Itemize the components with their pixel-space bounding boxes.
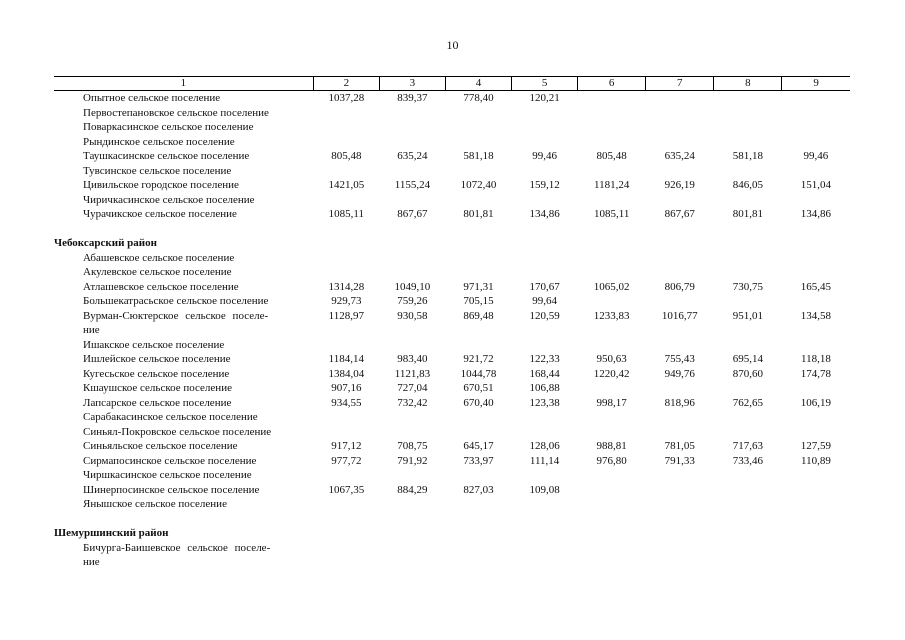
value-cell-col-9 <box>782 164 850 179</box>
header-row <box>54 77 850 91</box>
value-cell-col-6 <box>578 468 646 483</box>
value-cell-col-4: 705,15 <box>463 295 494 307</box>
column-header-5: 5 <box>512 77 578 91</box>
value-cell-col-6 <box>578 497 646 512</box>
value-cell-col-6: 988,81 <box>596 440 627 452</box>
value-cell-col-2: 1067,35 <box>328 483 365 496</box>
settlement-name: Цивильское городское поселение <box>83 179 239 191</box>
value-cell-col-6 <box>578 381 646 396</box>
value-cell-col-9 <box>782 410 850 425</box>
value-cell-col-7: 1016,77 <box>661 309 698 322</box>
value-cell-col-3 <box>379 164 445 179</box>
value-cell-col-3: 930,58 <box>397 309 428 322</box>
value-cell-col-8 <box>714 193 782 208</box>
value-cell-col-5 <box>512 120 578 135</box>
value-cell-col-5 <box>512 468 578 483</box>
value-cell-col-4: 645,17 <box>463 440 494 452</box>
value-cell-col-4 <box>445 120 511 135</box>
value-cell-col-4: 921,72 <box>463 353 494 365</box>
value-cell-col-2: 917,12 <box>331 440 362 452</box>
value-cell-col-3: 635,24 <box>397 150 428 162</box>
value-cell-col-3: 727,04 <box>397 382 428 394</box>
value-cell-col-8 <box>714 251 782 266</box>
value-cell-col-6: 1233,83 <box>593 309 630 322</box>
value-cell-col-3: 708,75 <box>397 440 428 452</box>
spacer-row <box>54 222 850 237</box>
value-cell-col-8: 870,60 <box>732 367 763 380</box>
value-cell-col-4: 801,81 <box>463 208 494 220</box>
column-header-8: 8 <box>714 77 782 91</box>
value-cell-col-9 <box>782 294 850 309</box>
value-cell-col-2 <box>313 106 379 121</box>
value-cell-col-8 <box>714 135 782 150</box>
value-cell-col-8: 762,65 <box>732 396 763 409</box>
settlement-name-line-1: Бичурга-Баишевское сельское поселе- <box>83 541 271 554</box>
settlement-name: Лапсарское сельское поселение <box>83 396 232 409</box>
value-cell-col-4: 971,31 <box>463 280 494 293</box>
value-cell-col-8 <box>714 410 782 425</box>
settlement-name: Сарабакасинское сельское поселение <box>83 411 258 423</box>
data-table-wrapper <box>54 76 850 570</box>
value-cell-col-5: 106,88 <box>529 382 560 394</box>
settlement-name: Рындинское сельское поселение <box>83 135 235 148</box>
value-cell-col-3 <box>379 120 445 135</box>
table-row <box>54 483 850 498</box>
table-row <box>54 541 850 570</box>
value-cell-col-6 <box>578 91 646 106</box>
value-cell-col-3: 1121,83 <box>394 367 431 380</box>
column-header-1: 1 <box>54 77 313 91</box>
value-cell-col-4: 581,18 <box>463 150 494 162</box>
table-row <box>54 425 850 440</box>
table-body <box>54 91 850 570</box>
value-cell-col-3: 983,40 <box>397 353 428 365</box>
table-header <box>54 77 850 91</box>
value-cell-col-3 <box>379 541 445 570</box>
value-cell-col-5: 99,46 <box>532 150 557 162</box>
value-cell-col-5: 168,44 <box>529 367 560 380</box>
value-cell-col-3: 839,37 <box>397 92 428 104</box>
value-cell-col-8 <box>714 120 782 135</box>
settlement-name-line-1: Вурман-Сюктерское сельское поселе- <box>83 309 269 322</box>
value-cell-col-4 <box>445 251 511 266</box>
value-cell-col-7 <box>646 164 714 179</box>
value-cell-col-5 <box>512 193 578 208</box>
value-cell-col-3 <box>379 425 445 440</box>
value-cell-col-5: 99,64 <box>532 295 557 307</box>
value-cell-col-8 <box>714 91 782 106</box>
settlement-name: Опытное сельское поселение <box>83 92 221 104</box>
settlement-name: Чиричкасинское сельское поселение <box>83 193 255 206</box>
table-row <box>54 251 850 266</box>
value-cell-col-8: 717,63 <box>732 440 763 452</box>
value-cell-col-5: 122,33 <box>529 353 560 365</box>
value-cell-col-5 <box>512 135 578 150</box>
value-cell-col-6 <box>578 193 646 208</box>
value-cell-col-3 <box>379 338 445 353</box>
settlement-name: Синьял-Покровское сельское поселение <box>83 425 272 438</box>
value-cell-col-3: 759,26 <box>397 295 428 307</box>
value-cell-col-6: 1220,42 <box>593 367 630 380</box>
value-cell-col-7: 949,76 <box>664 367 695 380</box>
value-cell-col-6 <box>578 164 646 179</box>
spacer-cell <box>54 222 850 237</box>
value-cell-col-4: 778,40 <box>463 92 494 104</box>
value-cell-col-2 <box>313 193 379 208</box>
value-cell-col-4 <box>445 265 511 280</box>
value-cell-col-4: 733,97 <box>463 454 494 467</box>
settlement-name <box>54 541 313 570</box>
value-cell-col-5: 159,12 <box>529 179 560 191</box>
value-cell-col-7: 781,05 <box>664 440 695 452</box>
value-cell-col-6 <box>578 483 646 498</box>
value-cell-col-2 <box>313 251 379 266</box>
value-cell-col-9 <box>782 381 850 396</box>
value-cell-col-6: 1085,11 <box>593 208 630 220</box>
value-cell-col-7 <box>646 483 714 498</box>
value-cell-col-9: 174,78 <box>800 367 832 380</box>
value-cell-col-3 <box>379 106 445 121</box>
value-cell-col-5 <box>512 425 578 440</box>
value-cell-col-8 <box>714 425 782 440</box>
value-cell-col-6 <box>578 120 646 135</box>
table-row <box>54 294 850 309</box>
table-row <box>54 381 850 396</box>
value-cell-col-9: 127,59 <box>800 440 832 452</box>
table-row <box>54 106 850 121</box>
value-cell-col-8 <box>714 497 782 512</box>
value-cell-col-7: 926,19 <box>664 179 695 191</box>
value-cell-col-7: 755,43 <box>664 353 695 365</box>
column-header-4: 4 <box>445 77 511 91</box>
column-header-2: 2 <box>313 77 379 91</box>
value-cell-col-5 <box>512 106 578 121</box>
value-cell-col-9: 134,86 <box>800 208 832 220</box>
settlement-name: Ишакское сельское поселение <box>83 338 225 351</box>
value-cell-col-2: 805,48 <box>331 150 362 162</box>
value-cell-col-8 <box>714 294 782 309</box>
value-cell-col-6: 1181,24 <box>593 179 630 191</box>
value-cell-col-7 <box>646 265 714 280</box>
table-row <box>54 309 850 338</box>
value-cell-col-6 <box>578 338 646 353</box>
settlement-name: Кшаушское сельское поселение <box>83 382 232 394</box>
data-table <box>54 76 850 570</box>
value-cell-col-3: 791,92 <box>397 454 428 467</box>
settlement-name: Атлашевское сельское поселение <box>83 280 239 293</box>
value-cell-col-7: 635,24 <box>664 150 695 162</box>
value-cell-col-6 <box>578 425 646 440</box>
value-cell-col-3 <box>379 410 445 425</box>
value-cell-col-2: 1128,97 <box>328 309 365 322</box>
value-cell-col-2: 1384,04 <box>328 367 365 380</box>
value-cell-col-7: 818,96 <box>664 396 695 409</box>
value-cell-col-5: 123,38 <box>529 396 560 409</box>
value-cell-col-4: 1044,78 <box>460 367 497 380</box>
value-cell-col-4: 1072,40 <box>460 179 497 191</box>
page-number: 10 <box>446 38 459 52</box>
settlement-name: Поваркасинское сельское поселение <box>83 121 254 133</box>
column-header-7: 7 <box>646 77 714 91</box>
table-row <box>54 149 850 164</box>
value-cell-col-5 <box>512 410 578 425</box>
value-cell-col-9 <box>782 425 850 440</box>
value-cell-col-2: 929,73 <box>331 295 362 307</box>
settlement-name-line-2: ние <box>83 556 100 568</box>
table-row <box>54 367 850 382</box>
value-cell-col-5 <box>512 265 578 280</box>
value-cell-col-6 <box>578 106 646 121</box>
value-cell-col-7 <box>646 541 714 570</box>
value-cell-col-9: 118,18 <box>801 353 831 365</box>
value-cell-col-5 <box>512 251 578 266</box>
value-cell-col-6: 805,48 <box>596 150 627 162</box>
value-cell-col-8 <box>714 541 782 570</box>
value-cell-col-6: 976,80 <box>596 454 627 467</box>
value-cell-col-3: 884,29 <box>397 483 428 496</box>
value-cell-col-8: 846,05 <box>732 179 763 191</box>
value-cell-col-8 <box>714 265 782 280</box>
value-cell-col-9 <box>782 338 850 353</box>
district-name: Чебоксарский район <box>54 237 157 249</box>
value-cell-col-4 <box>445 193 511 208</box>
value-cell-col-3 <box>379 497 445 512</box>
value-cell-col-7 <box>646 425 714 440</box>
value-cell-col-7 <box>646 251 714 266</box>
value-cell-col-4 <box>445 468 511 483</box>
settlement-name: Большекатрасьское сельское поселение <box>83 295 269 307</box>
table-row <box>54 91 850 106</box>
value-cell-col-7 <box>646 381 714 396</box>
value-cell-col-8 <box>714 338 782 353</box>
value-cell-col-8 <box>714 106 782 121</box>
table-row <box>54 352 850 367</box>
settlement-name: Тувсинское сельское поселение <box>83 164 232 177</box>
value-cell-col-2 <box>313 425 379 440</box>
column-header-9: 9 <box>782 77 850 91</box>
value-cell-col-8: 801,81 <box>732 208 763 220</box>
value-cell-col-3 <box>379 265 445 280</box>
value-cell-col-6 <box>578 294 646 309</box>
value-cell-col-3: 867,67 <box>397 208 428 220</box>
value-cell-col-8: 730,75 <box>732 280 763 293</box>
settlement-name: Синьяльское сельское поселение <box>83 440 238 452</box>
table-row <box>54 396 850 411</box>
settlement-name: Янышское сельское поселение <box>83 498 227 510</box>
value-cell-col-8 <box>714 164 782 179</box>
value-cell-col-4 <box>445 135 511 150</box>
value-cell-col-8: 581,18 <box>732 150 763 162</box>
value-cell-col-2 <box>313 265 379 280</box>
value-cell-col-9 <box>782 541 850 570</box>
value-cell-col-2 <box>313 497 379 512</box>
value-cell-col-8: 951,01 <box>732 309 763 322</box>
value-cell-col-7 <box>646 294 714 309</box>
table-row <box>54 468 850 483</box>
settlement-name: Таушкасинское сельское поселение <box>83 150 250 162</box>
value-cell-col-6 <box>578 135 646 150</box>
value-cell-col-9 <box>782 135 850 150</box>
district-header-row <box>54 526 850 541</box>
table-row <box>54 280 850 295</box>
value-cell-col-7 <box>646 106 714 121</box>
value-cell-col-6 <box>578 541 646 570</box>
value-cell-col-9 <box>782 91 850 106</box>
value-cell-col-7 <box>646 338 714 353</box>
value-cell-col-5 <box>512 497 578 512</box>
value-cell-col-5: 111,14 <box>529 454 560 467</box>
value-cell-col-4 <box>445 410 511 425</box>
spacer-row <box>54 512 850 527</box>
value-cell-col-4 <box>445 425 511 440</box>
settlement-name <box>54 309 313 338</box>
settlement-name: Шинерпосинское сельское поселение <box>83 483 260 496</box>
value-cell-col-9 <box>782 468 850 483</box>
table-row <box>54 439 850 454</box>
value-cell-col-4 <box>445 164 511 179</box>
value-cell-col-8: 695,14 <box>732 353 763 365</box>
value-cell-col-3 <box>379 193 445 208</box>
settlement-name: Чиршкасинское сельское поселение <box>83 469 252 481</box>
value-cell-col-8 <box>714 381 782 396</box>
value-cell-col-2 <box>313 164 379 179</box>
value-cell-col-9: 165,45 <box>800 280 832 293</box>
table-row <box>54 410 850 425</box>
value-cell-col-9: 151,04 <box>800 179 832 191</box>
value-cell-col-7 <box>646 120 714 135</box>
value-cell-col-8: 733,46 <box>732 454 763 467</box>
settlement-name: Сирмапосинское сельское поселение <box>83 454 257 467</box>
settlement-name: Ишлейское сельское поселение <box>83 353 231 365</box>
table-row <box>54 338 850 353</box>
value-cell-col-6: 1065,02 <box>593 280 630 293</box>
value-cell-col-2 <box>313 135 379 150</box>
value-cell-col-3: 1049,10 <box>394 280 431 293</box>
value-cell-col-5: 134,86 <box>529 208 560 220</box>
value-cell-col-8 <box>714 468 782 483</box>
value-cell-col-3 <box>379 251 445 266</box>
column-header-6: 6 <box>578 77 646 91</box>
table-row <box>54 120 850 135</box>
value-cell-col-9 <box>782 251 850 266</box>
value-cell-col-9 <box>782 265 850 280</box>
table-row <box>54 265 850 280</box>
value-cell-col-2 <box>313 410 379 425</box>
value-cell-col-4 <box>445 338 511 353</box>
value-cell-col-7 <box>646 497 714 512</box>
value-cell-col-7 <box>646 468 714 483</box>
value-cell-col-6: 998,17 <box>596 396 627 409</box>
value-cell-col-2: 1085,11 <box>328 208 365 220</box>
table-row <box>54 178 850 193</box>
value-cell-col-5: 109,08 <box>529 483 560 496</box>
settlement-name: Абашевское сельское поселение <box>83 251 235 264</box>
value-cell-col-5: 120,21 <box>529 92 560 104</box>
table-row <box>54 454 850 469</box>
value-cell-col-4 <box>445 106 511 121</box>
table-row <box>54 207 850 222</box>
value-cell-col-5 <box>512 164 578 179</box>
settlement-name: Чурачикское сельское поселение <box>83 208 237 220</box>
value-cell-col-4: 827,03 <box>463 483 494 496</box>
value-cell-col-4: 670,40 <box>463 396 494 409</box>
value-cell-col-2 <box>313 541 379 570</box>
value-cell-col-7: 867,67 <box>664 208 695 220</box>
value-cell-col-7: 806,79 <box>664 280 695 293</box>
value-cell-col-2: 1037,28 <box>328 92 365 104</box>
value-cell-col-3 <box>379 468 445 483</box>
value-cell-col-2: 1421,05 <box>328 179 365 191</box>
value-cell-col-6 <box>578 265 646 280</box>
district-header-row <box>54 236 850 251</box>
value-cell-col-2 <box>313 120 379 135</box>
value-cell-col-3: 1155,24 <box>394 179 431 191</box>
value-cell-col-7 <box>646 91 714 106</box>
table-row <box>54 193 850 208</box>
value-cell-col-5 <box>512 541 578 570</box>
district-name: Шемуршинский район <box>54 527 169 539</box>
value-cell-col-9 <box>782 120 850 135</box>
value-cell-col-5: 128,06 <box>529 440 560 452</box>
value-cell-col-2: 907,16 <box>331 382 362 394</box>
value-cell-col-7 <box>646 193 714 208</box>
value-cell-col-6 <box>578 410 646 425</box>
value-cell-col-3: 732,42 <box>397 396 428 409</box>
value-cell-col-9 <box>782 106 850 121</box>
value-cell-col-9 <box>782 483 850 498</box>
value-cell-col-7 <box>646 135 714 150</box>
value-cell-col-6 <box>578 251 646 266</box>
value-cell-col-9 <box>782 193 850 208</box>
table-row <box>54 497 850 512</box>
settlement-name: Первостепановское сельское поселение <box>83 106 269 119</box>
spacer-cell <box>54 512 850 527</box>
value-cell-col-8 <box>714 483 782 498</box>
value-cell-col-9 <box>782 497 850 512</box>
settlement-name-line-2: ние <box>83 324 100 336</box>
value-cell-col-2: 1314,28 <box>328 280 365 293</box>
value-cell-col-6: 950,63 <box>596 353 627 365</box>
value-cell-col-5 <box>512 338 578 353</box>
value-cell-col-5: 170,67 <box>529 280 560 293</box>
value-cell-col-3 <box>379 135 445 150</box>
value-cell-col-7: 791,33 <box>664 454 695 467</box>
settlement-name: Акулевское сельское поселение <box>83 266 232 278</box>
table-row <box>54 164 850 179</box>
value-cell-col-9: 106,19 <box>800 396 832 409</box>
value-cell-col-9: 134,58 <box>800 309 832 322</box>
value-cell-col-2: 1184,14 <box>328 353 365 365</box>
value-cell-col-2: 977,72 <box>331 454 362 467</box>
value-cell-col-2 <box>313 338 379 353</box>
value-cell-col-4: 869,48 <box>463 309 494 322</box>
column-header-3: 3 <box>379 77 445 91</box>
value-cell-col-5: 120,59 <box>529 309 560 322</box>
settlement-name: Кугесьское сельское поселение <box>83 367 230 380</box>
value-cell-col-2 <box>313 468 379 483</box>
value-cell-col-4 <box>445 541 511 570</box>
value-cell-col-2: 934,55 <box>331 396 362 409</box>
value-cell-col-9: 110,89 <box>801 454 831 467</box>
value-cell-col-7 <box>646 410 714 425</box>
table-row <box>54 135 850 150</box>
value-cell-col-9: 99,46 <box>803 150 829 162</box>
value-cell-col-4: 670,51 <box>463 382 494 394</box>
value-cell-col-4 <box>445 497 511 512</box>
